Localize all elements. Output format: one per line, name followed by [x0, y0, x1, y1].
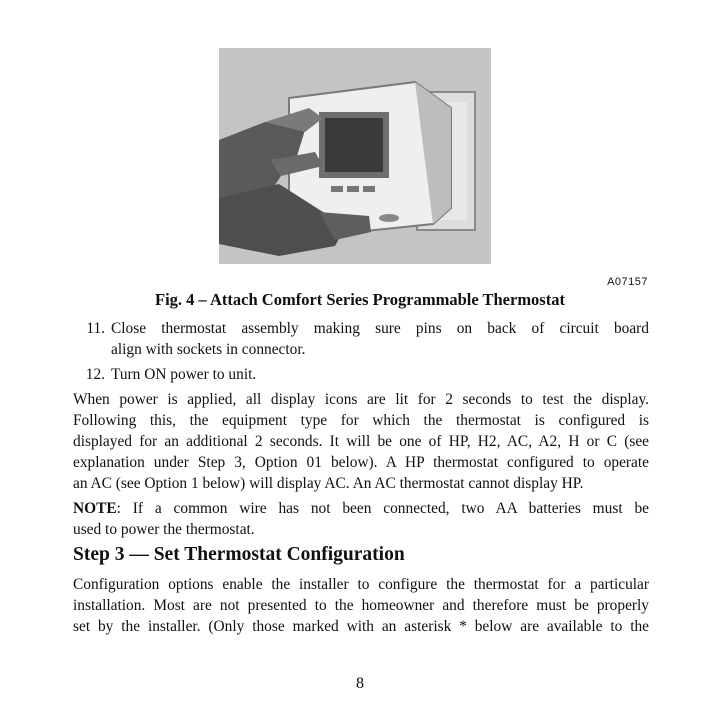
note-label: NOTE: [73, 500, 117, 517]
section-heading: Step 3 — Set Thermostat Configuration: [73, 544, 405, 565]
figure-caption: Fig. 4 – Attach Comfort Series Programmable Thermostat: [155, 290, 565, 309]
paragraph-line: explanation under Step 3, Option 01 below). A HP thermostat configured to operate: [73, 454, 649, 471]
paragraph-line: set by the installer. (Only those marked with an asterisk * below are available to the: [73, 618, 649, 635]
configuration-paragraph: [73, 574, 649, 637]
note-text: : If a common wire has not been connected, two AA batteries must be: [116, 500, 649, 517]
step-text-line: Close thermostat assembly making sure pins on back of circuit board: [111, 320, 649, 337]
step-11: [86, 318, 649, 360]
thermostat-photo: [219, 48, 491, 264]
note-paragraph: [73, 498, 649, 540]
paragraph-line: Configuration options enable the installer to configure the thermostat for a particular: [73, 576, 649, 593]
paragraph-line: an AC (see Option 1 below) will display AC. An AC thermostat cannot display HP.: [73, 475, 584, 492]
power-paragraph: [73, 389, 649, 494]
step-text-line: align with sockets in connector.: [111, 341, 306, 358]
step-12: [85, 364, 649, 385]
step-number: 11.: [86, 320, 105, 337]
step-number: 12.: [85, 366, 105, 383]
paragraph-line: Following this, the equipment type for which the thermostat is configured is: [73, 412, 649, 429]
step-text-line: Turn ON power to unit.: [111, 366, 257, 383]
paragraph-line: used to power the thermostat.: [73, 521, 255, 538]
paragraph-line: installation. Most are not presented to the homeowner and therefore must be properly: [73, 597, 649, 614]
paragraph-line: When power is applied, all display icons are lit for 2 seconds to test the display.: [73, 391, 649, 408]
figure-id: A07157: [607, 276, 648, 288]
page-number: 8: [356, 675, 364, 692]
paragraph-line: [73, 498, 649, 519]
paragraph-line: displayed for an additional 2 seconds. It will be one of HP, H2, AC, A2, H or C (see: [73, 433, 649, 450]
